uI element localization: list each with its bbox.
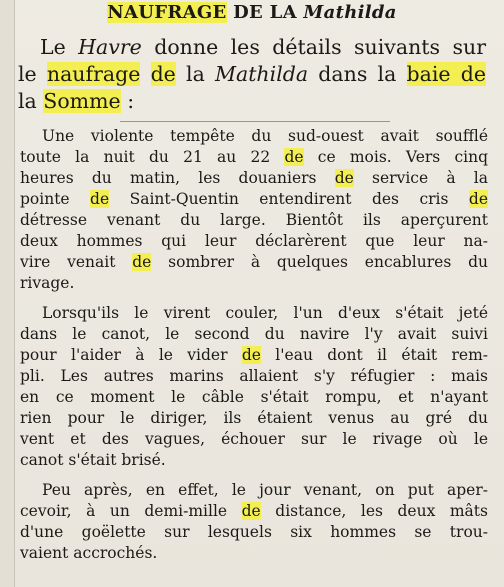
search-highlight: de <box>90 190 110 208</box>
text-line: pointe de Saint-Quentin entendirent des cris de <box>20 190 488 208</box>
column-edge <box>0 0 15 587</box>
text-line: pour l'aider à le vider de l'eau dont il était rem- <box>20 346 488 364</box>
lead-paragraph <box>18 34 486 115</box>
search-highlight: de <box>150 62 176 86</box>
headline-text: DE LA <box>226 2 304 23</box>
search-highlight: de <box>284 148 304 166</box>
text-line: deux hommes qui leur déclarèrent que leur na- <box>20 232 488 250</box>
lead-line: le naufrage de la Mathilda dans la baie de <box>18 62 486 86</box>
search-highlight: de <box>334 169 354 187</box>
text-line: toute la nuit du 21 au 22 de ce mois. Vers cinq <box>20 148 489 166</box>
lead-line: la Somme : <box>18 89 135 113</box>
paragraph-1 <box>20 126 488 294</box>
text-line: dans le canot, le second du navire l'y avait suivi <box>20 325 488 343</box>
text-line: rien pour le diriger, ils étaient venus au gré du <box>20 409 488 427</box>
text-line: pli. Les autres marins allaient s'y réfugier : mais <box>20 367 488 385</box>
search-highlight: de <box>241 502 261 520</box>
section-divider <box>120 121 390 122</box>
search-highlight: de <box>468 190 488 208</box>
text-line: détresse venant du large. Bientôt ils aperçurent <box>20 211 488 229</box>
text-line: canot s'était brisé. <box>20 451 166 469</box>
article-headline <box>0 2 504 23</box>
article-body <box>20 126 488 573</box>
search-highlight: de <box>132 253 152 271</box>
search-highlight: naufrage <box>46 62 141 86</box>
text-line: Lorsqu'ils le virent couler, l'un d'eux s'était jeté <box>42 304 488 322</box>
text-line: heures du matin, les douaniers de service à la <box>20 169 489 187</box>
paragraph-3 <box>20 480 488 564</box>
search-highlight: baie de <box>406 62 486 86</box>
search-highlight: de <box>241 346 261 364</box>
text-line: vent et des vagues, échouer sur le rivage où le <box>20 430 488 448</box>
headline-ship-name: Mathilda <box>303 2 397 23</box>
paragraph-2 <box>20 303 488 471</box>
headline-highlight: NAUFRAGE <box>107 2 227 23</box>
text-line: Une violente tempête du sud-ouest avait soufflé <box>42 127 488 145</box>
search-highlight: Somme <box>43 89 121 113</box>
text-line: en ce moment le câble s'était rompu, et n'ayant <box>20 388 488 406</box>
text-line: rivage. <box>20 274 75 292</box>
text-line: cevoir, à un demi-mille de distance, les deux mâts <box>20 502 488 520</box>
text-line: vaient accrochés. <box>20 544 158 562</box>
text-line: vire venait de sombrer à quelques encablures du <box>20 253 488 271</box>
text-line: d'une goëlette sur lesquels six hommes se trou- <box>20 523 488 541</box>
text-line: Peu après, en effet, le jour venant, on put aper- <box>42 481 488 499</box>
lead-line: Le Havre donne les détails suivants sur <box>40 35 486 59</box>
